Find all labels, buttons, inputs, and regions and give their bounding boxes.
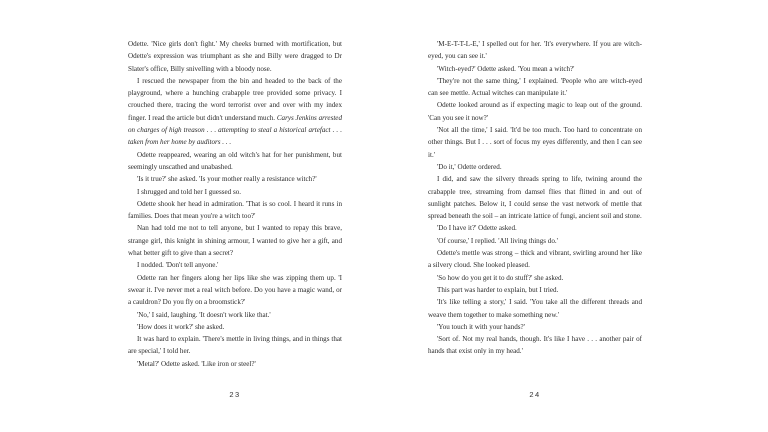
paragraph: 'They're not the same thing,' I explained. 'People who are witch-eyed can see mettle. Actual witches can manipulate it.' (428, 76, 642, 98)
left-page (128, 38, 342, 370)
paragraph: 'It's like telling a story,' I said. 'You take all the different threads and weave them together to make something new.' (428, 298, 642, 319)
headline-name: Carys Jenkins (276, 113, 317, 122)
paragraph: 'Not all the time,' I said. 'It'd be too much. Too hard to concentrate on other things. But I . . . sort of focus my eyes differently, and then I can see it.' (428, 126, 642, 159)
paragraph: 'M-E-T-T-L-E,' I spelled out for her. 'It's everywhere. If you are witch-eyed, you can see it.' (428, 40, 642, 61)
headline-text: arrested on charges of high treason . . . attempting to steal a historical artefact . . . taken from her home by auditors . . . (128, 113, 342, 147)
paragraph: I shrugged and told her I guessed so. (137, 187, 242, 196)
paragraph: Odette. 'Nice girls don't fight.' My cheeks burned with mortification, but Odette's expression was triumphant as she and Billy were dragged to Dr Slater's office, Billy snivelling with a bloody nose. (128, 40, 342, 73)
paragraph: I nodded. 'Don't tell anyone.' (137, 261, 219, 270)
paragraph: Odette ran her fingers along her lips like she was zipping them up. 'I swear it. I've never met a real witch before. Do you have a magic wand, or a cauldron? Do you fly on a broomstick?' (128, 273, 342, 307)
paragraph: 'Of course,' I replied. 'All living things do.' (437, 236, 558, 245)
paragraph: It was hard to explain. 'There's mettle in living things, and in things that are special,' I told her. (128, 335, 342, 356)
paragraph: 'How does it work?' she asked. (137, 322, 225, 331)
paragraph: 'So how do you get it to do stuff?' she asked. (437, 273, 564, 282)
page-number-left: 23 (229, 390, 241, 399)
paragraph-text: I rescued the newspaper from the bin and headed to the back of the playground, where a hunching crabapple tree provided some privacy. I crouched there, tracing the word terrorist over and over with my index finger. I read the article but didn't understand much. (128, 76, 342, 122)
paragraph: Odette reappeared, wearing an old witch's hat for her punishment, but seemingly unscathed and unabashed. (128, 150, 342, 171)
paragraph: I did, and saw the silvery threads spring to life, twining around the crabapple tree, streaming from damsel flies that flitted in and out of sunlight patches. Below it, I could sense the vast network of mettle that spread beneath the soil – an intricate lattice of fungi, ancient soil and stone. (428, 175, 642, 221)
paragraph: Odette's mettle was strong – thick and vibrant, swirling around her like a silvery cloud. She looked pleased. (428, 249, 642, 270)
paragraph: 'Is it true?' she asked. 'Is your mother really a resistance witch?' (137, 175, 317, 184)
page-number-right: 24 (529, 390, 541, 399)
paragraph: Odette looked around as if expecting magic to leap out of the ground. 'Can you see it now?' (428, 101, 642, 122)
paragraph (128, 75, 342, 149)
paragraph: 'Do I have it?' Odette asked. (437, 224, 517, 233)
paragraph: 'You touch it with your hands?' (437, 322, 525, 331)
paragraph: 'Do it,' Odette ordered. (437, 162, 502, 171)
paragraph: Nan had told me not to tell anyone, but I wanted to repay this brave, strange girl, this knight in shining armour, I wanted to give her a gift, and what better gift to give than a secret? (128, 224, 342, 258)
paragraph: Odette shook her head in admiration. 'That is so cool. I heard it runs in families. Does that mean you're a witch too?' (128, 199, 342, 221)
paragraph: 'No,' I said, laughing. 'It doesn't work like that.' (137, 310, 271, 319)
right-page (428, 38, 642, 358)
paragraph: 'Metal?' Odette asked. 'Like iron or steel?' (137, 359, 256, 368)
paragraph: 'Witch-eyed?' Odette asked. 'You mean a witch?' (437, 64, 575, 73)
paragraph: This part was harder to explain, but I tried. (437, 285, 559, 294)
paragraph: 'Sort of. Not my real hands, though. It's like I have . . . another pair of hands that exist only in my head.' (428, 335, 642, 356)
